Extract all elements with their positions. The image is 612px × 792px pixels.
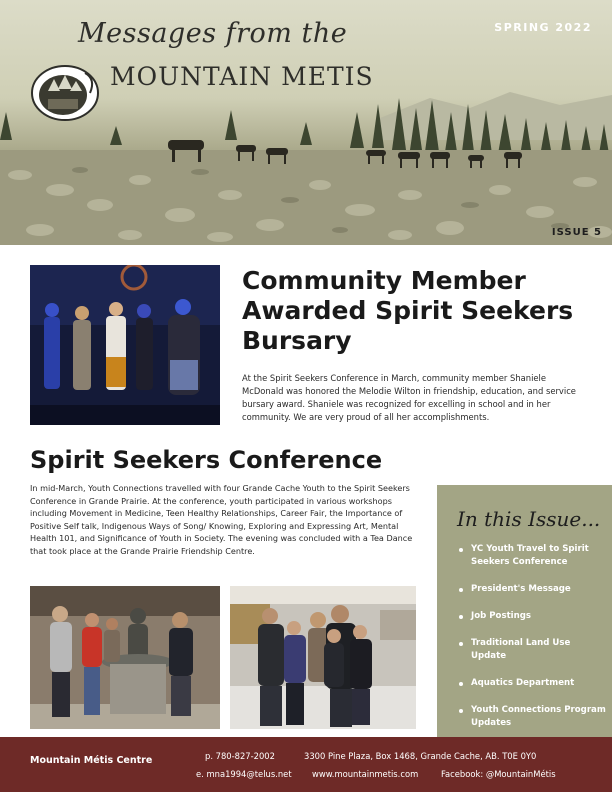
- in-this-issue-sidebar: [437, 485, 612, 737]
- bursary-award-photo: [30, 265, 220, 425]
- article-heading-bursary: Community Member Awarded Spirit Seekers Bursary: [242, 266, 574, 355]
- contents-item: President's Message: [457, 583, 607, 596]
- contents-item: Youth Connections Program Updates: [457, 704, 607, 730]
- mailing-address: 3300 Pine Plaza, Box 1468, Grande Cache, AB. T0E 0Y0: [304, 751, 537, 761]
- bullet-icon: [459, 615, 463, 619]
- contents-item: Traditional Land Use Update: [457, 637, 607, 663]
- newsletter-title: MOUNTAIN METIS: [110, 62, 374, 91]
- metis-logo: [30, 63, 100, 127]
- contact-footer: [0, 737, 612, 792]
- phone-number: p. 780-827-2002: [205, 751, 275, 761]
- email-address[interactable]: e. mna1994@telus.net: [196, 769, 292, 779]
- issue-contents-list: [457, 543, 607, 744]
- youth-group-photo: [230, 586, 416, 729]
- contents-item: Aquatics Department: [457, 677, 607, 690]
- organization-name: Mountain Métis Centre: [30, 755, 153, 766]
- sidebar-title: In this Issue...: [457, 507, 601, 531]
- issue-number: ISSUE 5: [551, 227, 602, 238]
- contents-item: Job Postings: [457, 610, 607, 623]
- article-body-bursary: At the Spirit Seekers Conference in March, community member Shaniele McDonald was honored the Melodie Wilton in friendship, education, and service bursary award. Shaniele was recognized for excelling in school and in her community. We are very proud of all her accomplishments.: [242, 373, 576, 422]
- contents-item: YC Youth Travel to Spirit Seekers Conference: [457, 543, 607, 569]
- bullet-icon: [459, 588, 463, 592]
- bullet-icon: [459, 709, 463, 713]
- article-heading-conference: Spirit Seekers Conference: [30, 446, 383, 474]
- bullet-icon: [459, 682, 463, 686]
- newsletter-title-script: Messages from the: [78, 18, 348, 49]
- season-label: SPRING 2022: [494, 21, 592, 34]
- youth-statue-photo: [30, 586, 220, 729]
- bullet-icon: [459, 548, 463, 552]
- website-link[interactable]: www.mountainmetis.com: [312, 769, 419, 779]
- bullet-icon: [459, 642, 463, 646]
- header-banner: [0, 0, 612, 245]
- facebook-link[interactable]: Facebook: @MountainMétis: [441, 769, 556, 779]
- article-body-conference: In mid-March, Youth Connections travelled with four Grande Cache Youth to the Spirit Seekers Conference in Grande Prairie. At the conference, youth participated in various workshops including Movement in Medicine, Teen Healthy Relationships, Career Fair, the Importance of Positive Self talk, Indigenous Ways of Song/ Knowing, Exploring and Expressing Art, Mental Health 101, and Significance of Youth in Society. The evening was concluded with a Tea Dance that took place at the Grande Prairie Friendship Centre.: [30, 483, 413, 556]
